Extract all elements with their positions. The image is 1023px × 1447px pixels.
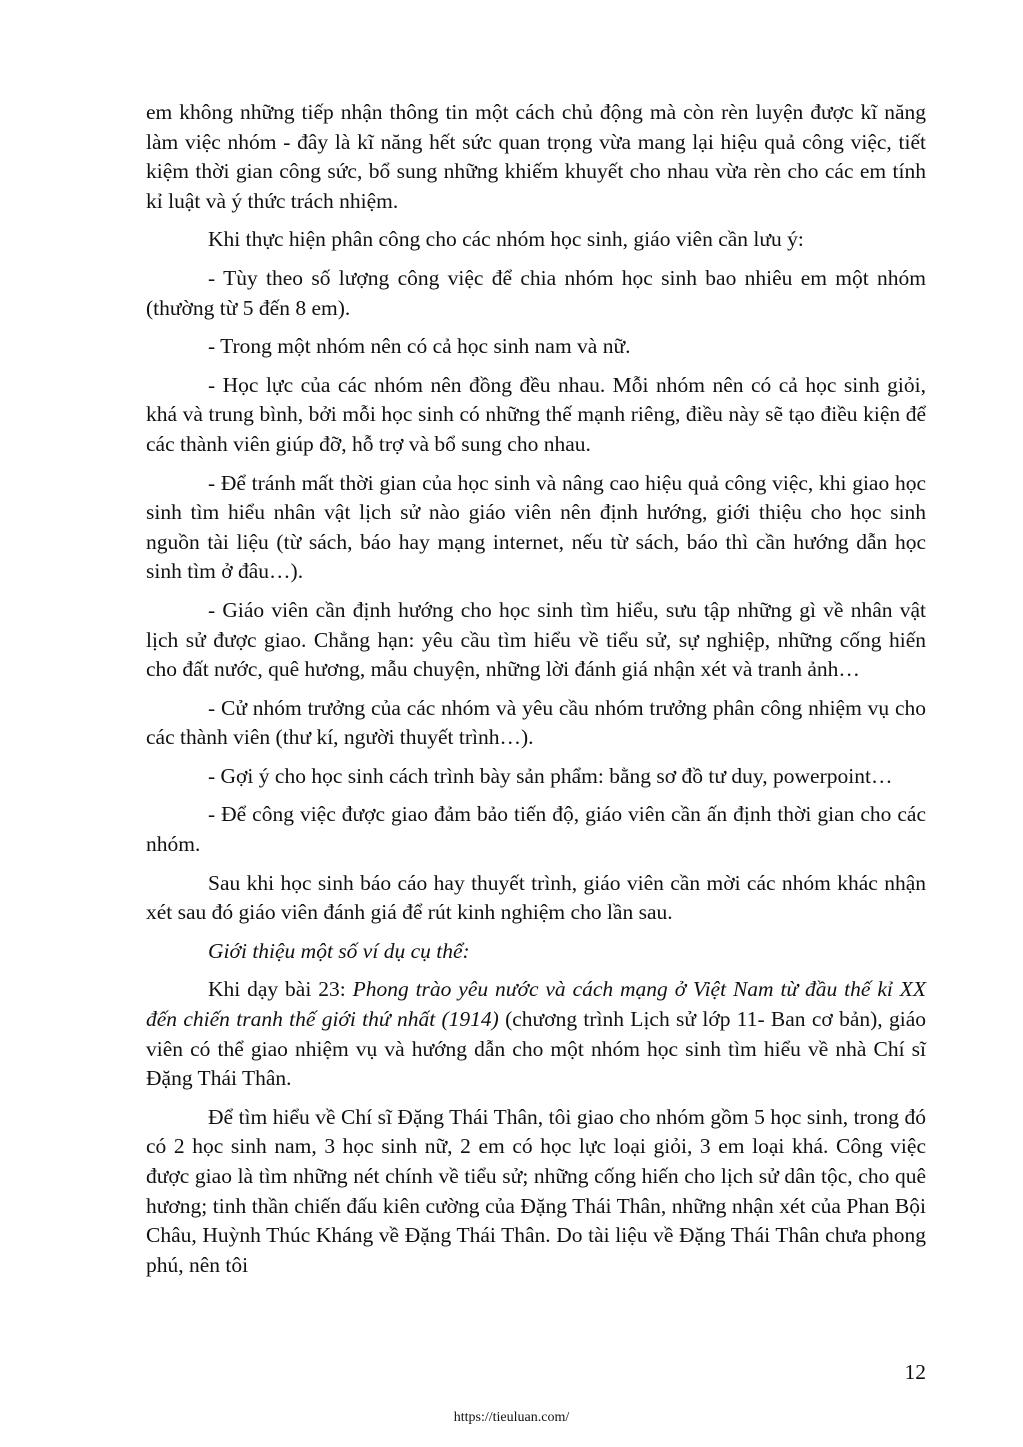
body-text xyxy=(146,98,926,1289)
paragraph-examples-heading xyxy=(146,937,926,967)
paragraph-note-sources: - Để tránh mất thời gian của học sinh và nâng cao hiệu quả công việc, khi giao học sinh tìm hiểu nhân vật lịch sử nào giáo viên nên định hướng, giới thiệu cho học sinh nguồn tài liệu (từ sách, báo hay mạng internet, nếu từ sách, báo thì cần hướng dẫn học sinh tìm ở đâu…). xyxy=(146,470,926,584)
paragraph-note-deadline: - Để công việc được giao đảm bảo tiến độ, giáo viên cần ấn định thời gian cho các nhóm. xyxy=(146,802,926,857)
paragraph-dang-thai-than: Để tìm hiểu về Chí sĩ Đặng Thái Thân, tôi giao cho nhóm gồm 5 học sinh, trong đó có 2 học sinh nam, 3 học sinh nữ, 2 em có học lực loại giỏi, 3 em loại khá. Công việc được giao là tìm những nét chính về tiểu sử; những cống hiến cho lịch sử dân tộc, cho quê hương; tinh thần chiến đấu kiên cường của Đặng Thái Thân, những nhận xét của Phan Bội Châu, Huỳnh Thúc Kháng về Đặng Thái Thân. Do tài liệu về Đặng Thái Thân chưa phong phú, nên tôi xyxy=(146,1104,926,1277)
lesson-intro-text: Khi dạy bài 23: xyxy=(208,977,353,1002)
paragraph-after-report: Sau khi học sinh báo cáo hay thuyết trình, giáo viên cần mời các nhóm khác nhận xét sau đó giáo viên đánh giá để rút kinh nghiệm cho lần sau. xyxy=(146,870,926,925)
paragraph-lesson-23 xyxy=(146,975,926,1093)
paragraph-continuation: em không những tiếp nhận thông tin một cách chủ động mà còn rèn luyện được kĩ năng làm việc nhóm - đây là kĩ năng hết sức quan trọng vừa mang lại hiệu quả công việc, tiết kiệm thời gian công sức, bổ sung những khiếm khuyết cho nhau vừa rèn cho các em tính kỉ luật và ý thức trách nhiệm. xyxy=(146,100,926,213)
paragraph-note-leader: - Cử nhóm trưởng của các nhóm và yêu cầu nhóm trưởng phân công nhiệm vụ cho các thành viên (thư kí, người thuyết trình…). xyxy=(146,695,926,750)
paragraph-note-ability: - Học lực của các nhóm nên đồng đều nhau. Mỗi nhóm nên có cả học sinh giỏi, khá và trung bình, bởi mỗi học sinh có những thế mạnh riêng, điều này sẽ tạo điều kiện để các thành viên giúp đỡ, hỗ trợ và bổ sung cho nhau. xyxy=(146,372,926,456)
footer-url: https://tieuluan.com/ xyxy=(453,1410,570,1425)
paragraph-note-group-size: - Tùy theo số lượng công việc để chia nhóm học sinh bao nhiêu em một nhóm (thường từ 5 đến 8 em). xyxy=(146,265,926,320)
page-number: 12 xyxy=(904,1360,926,1384)
paragraph-note-research: - Giáo viên cần định hướng cho học sinh tìm hiểu, sưu tập những gì về nhân vật lịch sử được giao. Chẳng hạn: yêu cầu tìm hiểu về tiểu sử, sự nghiệp, những cống hiến cho đất nước, quê hương, mẫu chuyện, những lời đánh giá nhận xét và tranh ảnh… xyxy=(146,597,926,682)
examples-heading-italic: Giới thiệu một số ví dụ cụ thể: xyxy=(208,938,470,963)
paragraph-intro-notes: Khi thực hiện phân công cho các nhóm học sinh, giáo viên cần lưu ý: xyxy=(208,227,804,252)
lesson-title-italic: Phong trào yêu nước và cách mạng ở Việt Nam từ đầu thế kỉ XX đến chiến tranh thế giới thứ nhất (1914) xyxy=(146,977,926,1032)
paragraph-note-presentation: - Gợi ý cho học sinh cách trình bày sản phẩm: bằng sơ đồ tư duy, powerpoint… xyxy=(208,763,893,788)
lesson-rest-text: (chương trình Lịch sử lớp 11- Ban cơ bản), giáo viên có thể giao nhiệm vụ và hướng dẫn cho một nhóm học sinh tìm hiểu về nhà Chí sĩ Đặng Thái Thân. xyxy=(146,1007,926,1091)
paragraph-note-gender: - Trong một nhóm nên có cả học sinh nam và nữ. xyxy=(208,334,631,359)
